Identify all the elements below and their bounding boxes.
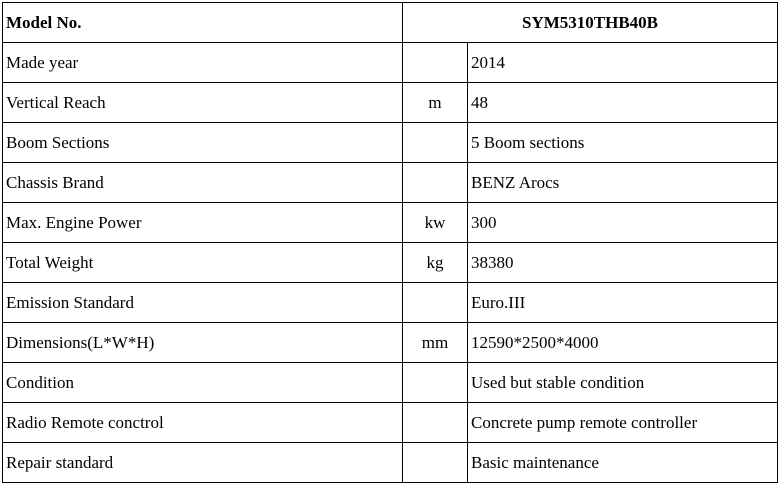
row-unit — [403, 283, 468, 323]
row-value: 2014 — [468, 43, 778, 83]
row-label: Emission Standard — [3, 283, 403, 323]
table-row — [3, 123, 778, 163]
row-value: 300 — [468, 203, 778, 243]
row-label: Max. Engine Power — [3, 203, 403, 243]
row-label: Radio Remote conctrol — [3, 403, 403, 443]
row-label: Dimensions(L*W*H) — [3, 323, 403, 363]
row-unit — [403, 403, 468, 443]
table-row — [3, 203, 778, 243]
table-row — [3, 83, 778, 123]
table-row — [3, 323, 778, 363]
row-unit — [403, 43, 468, 83]
row-unit — [403, 163, 468, 203]
row-unit — [403, 443, 468, 483]
model-value: SYM5310THB40B — [403, 3, 778, 43]
row-value: Euro.III — [468, 283, 778, 323]
table-row — [3, 163, 778, 203]
spec-table — [2, 2, 778, 483]
row-label: Chassis Brand — [3, 163, 403, 203]
table-row — [3, 283, 778, 323]
model-label: Model No. — [3, 3, 403, 43]
row-label: Boom Sections — [3, 123, 403, 163]
row-value: Used but stable condition — [468, 363, 778, 403]
row-value: BENZ Arocs — [468, 163, 778, 203]
table-row — [3, 403, 778, 443]
row-unit — [403, 363, 468, 403]
row-unit: m — [403, 83, 468, 123]
row-label: Made year — [3, 43, 403, 83]
row-value: Basic maintenance — [468, 443, 778, 483]
row-unit — [403, 123, 468, 163]
row-unit: kw — [403, 203, 468, 243]
row-unit: kg — [403, 243, 468, 283]
row-label: Vertical Reach — [3, 83, 403, 123]
row-label: Repair standard — [3, 443, 403, 483]
row-label: Total Weight — [3, 243, 403, 283]
table-row — [3, 363, 778, 403]
table-row — [3, 243, 778, 283]
row-unit: mm — [403, 323, 468, 363]
table-row — [3, 443, 778, 483]
row-value: 48 — [468, 83, 778, 123]
table-row — [3, 43, 778, 83]
row-value: 38380 — [468, 243, 778, 283]
row-label: Condition — [3, 363, 403, 403]
row-value: 12590*2500*4000 — [468, 323, 778, 363]
row-value: 5 Boom sections — [468, 123, 778, 163]
table-header-row — [3, 3, 778, 43]
row-value: Concrete pump remote controller — [468, 403, 778, 443]
